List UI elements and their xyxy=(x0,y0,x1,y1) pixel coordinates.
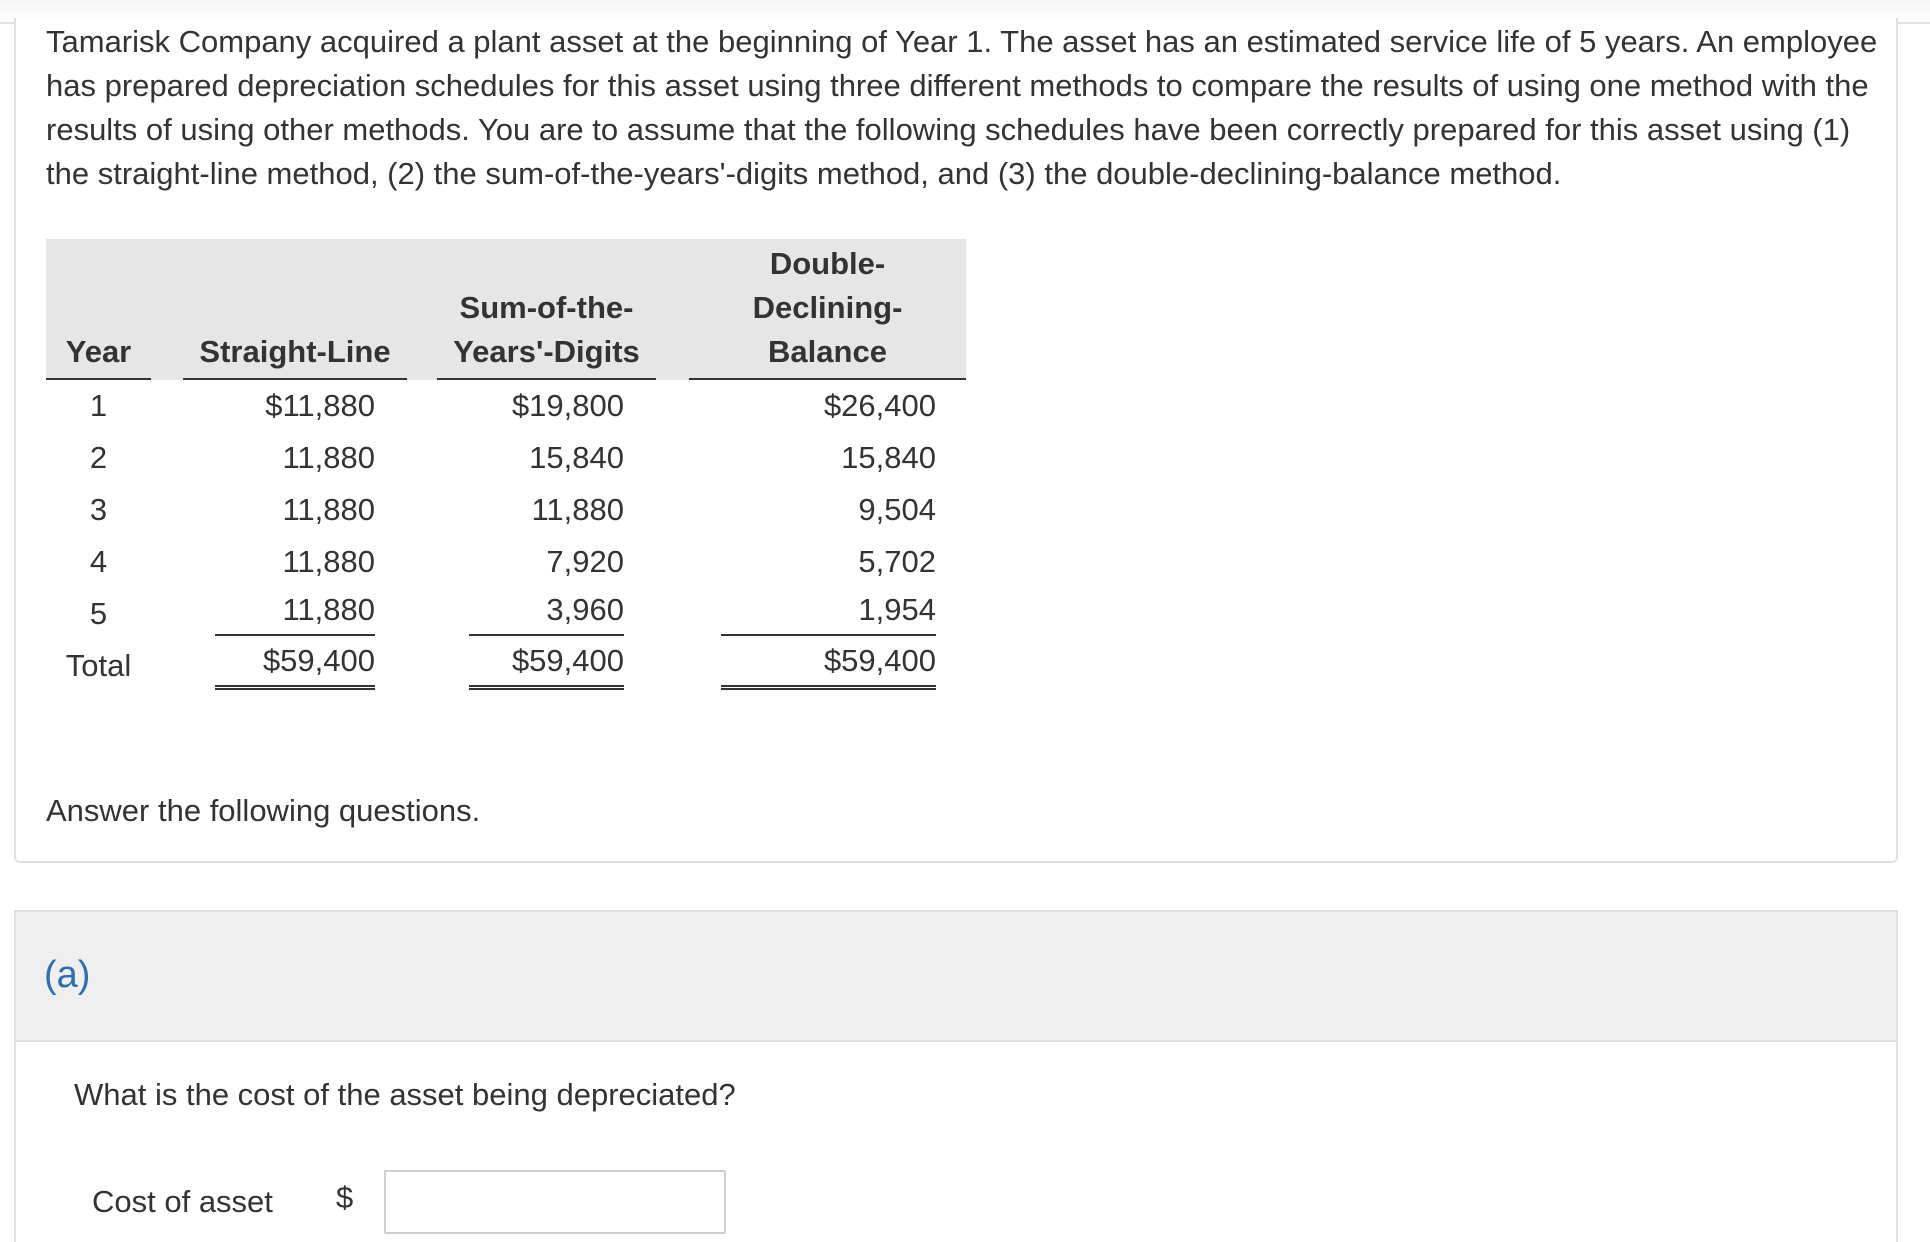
header-double-declining-balance: Double- Declining- Balance xyxy=(689,239,966,380)
ddb-cell: 5,702 xyxy=(858,544,936,579)
table-row xyxy=(46,432,966,484)
syd-cell: 15,840 xyxy=(529,440,624,475)
year-cell: 2 xyxy=(89,440,108,475)
year-cell: 1 xyxy=(89,388,108,423)
syd-cell: $19,800 xyxy=(511,388,624,423)
table-row xyxy=(46,380,966,432)
depreciation-schedule-table xyxy=(46,239,966,692)
table-row xyxy=(46,536,966,588)
problem-intro: Tamarisk Company acquired a plant asset at the beginning of Year 1. The asset has an estimated service life of 5 years. An employee has prepared depreciation schedules for this asset using three different methods to compare the results of using one method with the results of using other methods. You are to assume that the following schedules have been correctly prepared for this asset using (1) the straight-line method, (2) the sum-of-the-years'-digits method, and (3) the double-declining-balance method. xyxy=(46,24,1878,191)
year-cell: 3 xyxy=(89,492,108,527)
syd-cell: 3,960 xyxy=(437,588,656,640)
header-year: Year xyxy=(46,239,151,380)
table-header-row xyxy=(46,239,966,380)
ddb-cell: $26,400 xyxy=(823,388,936,423)
straight-line-cell: 11,880 xyxy=(282,544,375,579)
straight-line-cell: $11,880 xyxy=(265,388,375,423)
part-a-card xyxy=(14,910,1898,1242)
table-row xyxy=(46,484,966,536)
straight-line-cell: 11,880 xyxy=(282,492,375,527)
header-sum-of-years-digits: Sum-of-the- Years'-Digits xyxy=(437,239,656,380)
part-a-label: (a) xyxy=(44,954,91,996)
syd-total: $59,400 xyxy=(437,640,656,692)
straight-line-cell: 11,880 xyxy=(183,588,407,640)
ddb-cell: 15,840 xyxy=(841,440,936,475)
ddb-cell: 9,504 xyxy=(858,492,936,527)
straight-line-total: $59,400 xyxy=(183,640,407,692)
cost-of-asset-input[interactable] xyxy=(384,1170,726,1234)
year-cell: 5 xyxy=(89,596,108,631)
syd-cell: 11,880 xyxy=(531,492,624,527)
cost-of-asset-label: Cost of asset xyxy=(92,1184,273,1219)
ddb-cell: 1,954 xyxy=(689,588,966,640)
part-a-question: What is the cost of the asset being depreciated? xyxy=(74,1077,736,1112)
total-label: Total xyxy=(65,648,132,683)
year-cell: 4 xyxy=(89,544,108,579)
straight-line-cell: 11,880 xyxy=(282,440,375,475)
syd-cell: 7,920 xyxy=(546,544,624,579)
table-row xyxy=(46,588,966,640)
part-a-header xyxy=(16,912,1896,1042)
ddb-total: $59,400 xyxy=(689,640,966,692)
header-straight-line: Straight-Line xyxy=(183,239,407,380)
dollar-sign: $ xyxy=(336,1180,354,1215)
answer-prompt: Answer the following questions. xyxy=(46,793,481,828)
problem-card xyxy=(14,18,1898,863)
total-row xyxy=(46,640,966,692)
